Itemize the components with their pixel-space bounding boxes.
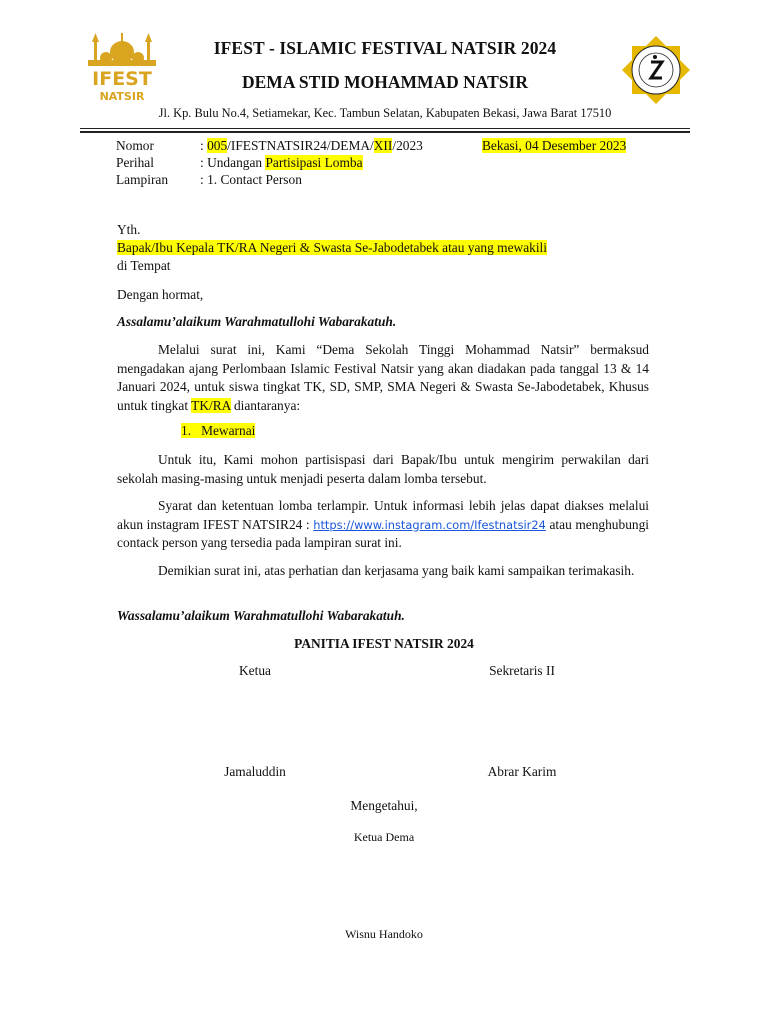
salam-closing: Wassalamu’alaikum Warahmatullohi Wabarakatuh. xyxy=(117,608,405,623)
letterhead-subtitle: DEMA STID MOHAMMAD NATSIR xyxy=(242,72,528,92)
svg-text:IFEST: IFEST xyxy=(92,68,152,90)
svg-text:NATSIR: NATSIR xyxy=(99,90,145,103)
letterhead-divider xyxy=(80,128,690,129)
dema-role: Ketua Dema xyxy=(353,830,415,844)
paragraph-closing: Demikian surat ini, atas perhatian dan kerjasama yang baik kami sampaikan terimakasih. xyxy=(158,563,635,578)
stid-seal-logo xyxy=(622,36,690,104)
recipient-place: di Tempat xyxy=(117,258,171,273)
salam-opening: Assalamu’alaikum Warahmatullohi Wabarakatuh. xyxy=(117,314,397,329)
greeting: Dengan hormat, xyxy=(117,287,204,302)
ketua-name: Jamaluddin xyxy=(224,764,286,779)
perihal-label: Perihal xyxy=(116,155,154,170)
nomor-value: : 005/IFESTNATSIR24/DEMA/XII/2023 xyxy=(200,138,423,153)
lampiran-label: Lampiran xyxy=(116,172,169,187)
list-item-mewarnai: 1. Mewarnai xyxy=(181,423,256,438)
yth: Yth. xyxy=(117,222,141,237)
letterhead-title: IFEST - ISLAMIC FESTIVAL NATSIR 2024 xyxy=(213,38,557,58)
paragraph-info: Syarat dan ketentuan lomba terlampir. Untuk informasi lebih jelas dapat diakses melalui akun instagram IFEST NATSIR24 : https://www.instagram.com/Ifestnatsir24 atau menghubungi contack person yang tersedia pada lampiran surat ini. xyxy=(117,498,650,550)
dema-name: Wisnu Handoko xyxy=(345,927,423,941)
committee-heading: PANITIA IFEST NATSIR 2024 xyxy=(294,636,474,651)
perihal-value: : Undangan Partisipasi Lomba xyxy=(200,155,363,170)
sekretaris-role: Sekretaris II xyxy=(489,663,555,678)
paragraph-intro: Melalui surat ini, Kami “Dema Sekolah Tinggi Mohammad Natsir” bermaksud mengadakan ajang Perlombaan Islamic Festival Natsir yang akan diadakan pada tanggal 13 & 14 Januari 2024, untuk siswa tingkat TK, SD, SMP, SMA Negeri & Swasta Se-Jabodetabek, Khusus untuk tingkat TK/RA diantaranya: xyxy=(117,342,649,413)
letterhead-divider-thick xyxy=(80,131,690,133)
letterhead-address: Jl. Kp. Bulu No.4, Setiamekar, Kec. Tambun Selatan, Kabupaten Bekasi, Jawa Barat 17510 xyxy=(158,106,612,120)
recipient-name: Bapak/Ibu Kepala TK/RA Negeri & Swasta Se-Jabodetabek atau yang mewakili xyxy=(117,240,547,255)
paragraph-request: Untuk itu, Kami mohon partisispasi dari Bapak/Ibu untuk mengirim perwakilan dari sekolah masing-masing untuk menjadi peserta dalam lomba tersebut. xyxy=(117,452,649,486)
lampiran-value: : 1. Contact Person xyxy=(200,172,302,187)
nomor-label: Nomor xyxy=(116,138,154,153)
instagram-link[interactable]: https://www.instagram.com/Ifestnatsir24 xyxy=(313,517,546,532)
letter-date: Bekasi, 04 Desember 2023 xyxy=(482,138,627,153)
acknowledge-label: Mengetahui, xyxy=(350,798,418,813)
ketua-role: Ketua xyxy=(239,663,271,678)
sekretaris-name: Abrar Karim xyxy=(487,764,557,779)
